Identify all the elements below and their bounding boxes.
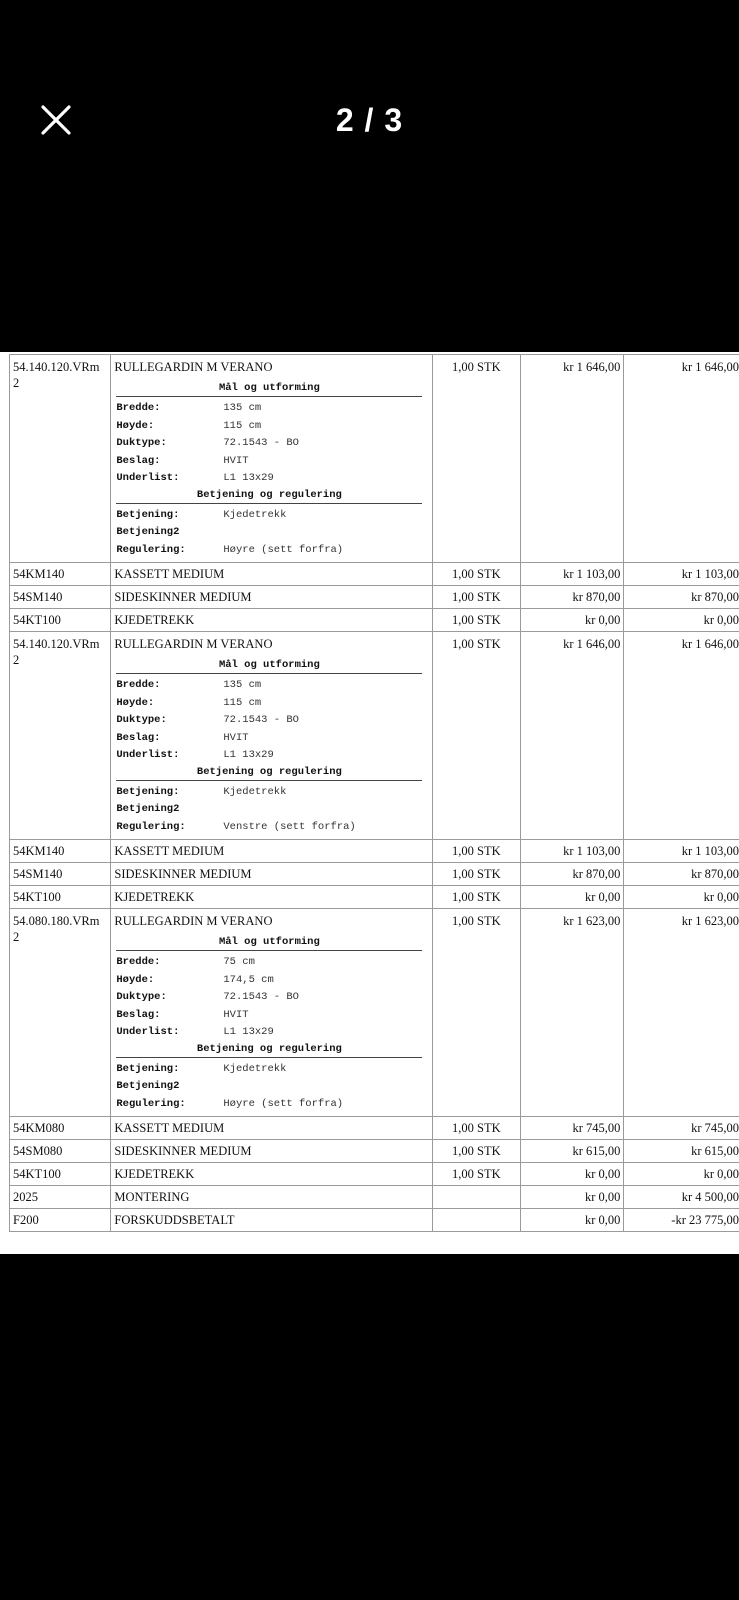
spec-beslag xyxy=(116,1007,428,1025)
spec-value: Høyre (sett forfra) xyxy=(223,543,344,556)
item-description: SIDESKINNER MEDIUM xyxy=(114,590,252,604)
item-total: kr 745,00 xyxy=(624,1117,739,1140)
item-description-cell xyxy=(111,586,432,609)
item-total: kr 4 500,00 xyxy=(624,1186,739,1209)
spec-label: Beslag: xyxy=(116,731,161,744)
item-description-cell xyxy=(111,840,432,863)
table-row xyxy=(10,609,739,632)
spec-betjening2 xyxy=(116,524,428,542)
spec-label: Regulering: xyxy=(116,1097,186,1110)
spec-value: Høyre (sett forfra) xyxy=(223,1097,344,1110)
spec-header-dimensions: Mål og utforming xyxy=(116,658,422,674)
spec-beslag xyxy=(116,453,428,471)
spec-header-dimensions: Mål og utforming xyxy=(116,381,422,397)
item-quantity: 1,00 STK xyxy=(432,609,520,632)
item-unit-price: kr 1 646,00 xyxy=(520,355,623,563)
item-description-cell xyxy=(111,1186,432,1209)
item-description: RULLEGARDIN M VERANO xyxy=(114,914,273,928)
table-row xyxy=(10,1140,739,1163)
item-quantity: 1,00 STK xyxy=(432,563,520,586)
item-quantity: 1,00 STK xyxy=(432,1140,520,1163)
table-row xyxy=(10,1117,739,1140)
spec-header-operation: Betjening og regulering xyxy=(116,765,422,781)
spec-underlist xyxy=(116,747,428,765)
item-unit-price: kr 1 623,00 xyxy=(520,909,623,1117)
item-description-cell xyxy=(111,1163,432,1186)
spec-header-operation: Betjening og regulering xyxy=(116,1042,422,1058)
spec-label: Betjening2 xyxy=(116,1080,180,1092)
table-row xyxy=(10,355,739,563)
item-unit-price: kr 1 103,00 xyxy=(520,563,623,586)
item-unit-price: kr 0,00 xyxy=(520,1163,623,1186)
item-code: 54.140.120.VRm 2 xyxy=(10,632,111,840)
spec-duktype xyxy=(116,435,428,453)
item-quantity: 1,00 STK xyxy=(432,1163,520,1186)
item-description: MONTERING xyxy=(114,1190,190,1204)
table-row xyxy=(10,840,739,863)
item-spec xyxy=(116,381,428,559)
table-row xyxy=(10,1209,739,1232)
item-description-cell xyxy=(111,863,432,886)
spec-label: Betjening: xyxy=(116,785,180,798)
item-description-cell xyxy=(111,632,432,840)
item-description: KASSETT MEDIUM xyxy=(114,1121,225,1135)
spec-duktype xyxy=(116,712,428,730)
item-code: 54KM080 xyxy=(10,1117,111,1140)
spec-label: Høyde: xyxy=(116,973,155,986)
item-unit-price: kr 0,00 xyxy=(520,609,623,632)
spec-label: Duktype: xyxy=(116,991,167,1003)
spec-label: Betjening: xyxy=(116,508,180,521)
item-code: 54KM140 xyxy=(10,563,111,586)
spec-value: 115 cm xyxy=(223,696,262,709)
spec-bredde xyxy=(116,677,428,695)
item-quantity: 1,00 STK xyxy=(432,586,520,609)
spec-label: Betjening: xyxy=(116,1062,180,1075)
spec-label: Beslag: xyxy=(116,454,161,467)
spec-beslag xyxy=(116,730,428,748)
spec-label: Bredde: xyxy=(116,679,161,691)
item-code: 54SM140 xyxy=(10,863,111,886)
item-description: RULLEGARDIN M VERANO xyxy=(114,637,273,651)
spec-value: 75 cm xyxy=(223,956,255,968)
table-row xyxy=(10,863,739,886)
spec-betjening2 xyxy=(116,1078,428,1096)
spec-value: Kjedetrekk xyxy=(223,508,287,521)
item-total: kr 0,00 xyxy=(624,609,739,632)
spec-label: Høyde: xyxy=(116,696,155,709)
item-code: 54KT100 xyxy=(10,1163,111,1186)
item-description-cell xyxy=(111,886,432,909)
item-description-cell xyxy=(111,1117,432,1140)
spec-value: L1 13x29 xyxy=(223,1026,274,1038)
spec-regulering xyxy=(116,819,428,837)
item-total: kr 870,00 xyxy=(624,586,739,609)
spec-label: Duktype: xyxy=(116,714,167,726)
item-unit-price: kr 1 646,00 xyxy=(520,632,623,840)
spec-header-dimensions: Mål og utforming xyxy=(116,935,422,951)
table-row xyxy=(10,1163,739,1186)
table-row xyxy=(10,632,739,840)
spec-bredde xyxy=(116,400,428,418)
spec-label: Betjening2 xyxy=(116,803,180,815)
item-total: kr 0,00 xyxy=(624,886,739,909)
item-code: 54.080.180.VRm 2 xyxy=(10,909,111,1117)
item-total: kr 615,00 xyxy=(624,1140,739,1163)
spec-betjening xyxy=(116,1061,428,1079)
spec-label: Underlist: xyxy=(116,1026,180,1038)
item-unit-price: kr 0,00 xyxy=(520,1186,623,1209)
item-description-cell xyxy=(111,563,432,586)
item-unit-price: kr 870,00 xyxy=(520,863,623,886)
invoice-document[interactable] xyxy=(0,352,739,1254)
item-description: KJEDETREKK xyxy=(114,613,195,627)
item-description: KASSETT MEDIUM xyxy=(114,844,225,858)
spec-bredde xyxy=(116,954,428,972)
item-unit-price: kr 745,00 xyxy=(520,1117,623,1140)
item-total: kr 1 646,00 xyxy=(624,355,739,563)
item-code: 54.140.120.VRm 2 xyxy=(10,355,111,563)
spec-label: Bredde: xyxy=(116,402,161,414)
spec-value: Venstre (sett forfra) xyxy=(223,820,356,833)
spec-label: Regulering: xyxy=(116,820,186,833)
spec-label: Duktype: xyxy=(116,437,167,449)
spec-regulering xyxy=(116,542,428,560)
spec-label: Underlist: xyxy=(116,472,180,484)
spec-value: Kjedetrekk xyxy=(223,1062,287,1075)
item-unit-price: kr 870,00 xyxy=(520,586,623,609)
spec-value: 72.1543 - BO xyxy=(223,714,299,726)
item-total: kr 0,00 xyxy=(624,1163,739,1186)
spec-label: Betjening2 xyxy=(116,526,180,538)
page-counter: 2 / 3 xyxy=(335,102,404,138)
item-total: kr 1 623,00 xyxy=(624,909,739,1117)
spec-value: HVIT xyxy=(223,454,249,467)
table-row xyxy=(10,563,739,586)
item-description: RULLEGARDIN M VERANO xyxy=(114,360,273,374)
table-row xyxy=(10,1186,739,1209)
item-description-cell xyxy=(111,609,432,632)
item-code: 54KT100 xyxy=(10,609,111,632)
spec-underlist xyxy=(116,470,428,488)
spec-duktype xyxy=(116,989,428,1007)
spec-label: Høyde: xyxy=(116,419,155,432)
spec-value: 115 cm xyxy=(223,419,262,432)
spec-hoyde xyxy=(116,695,428,713)
item-quantity: 1,00 STK xyxy=(432,1117,520,1140)
table-row xyxy=(10,909,739,1117)
item-unit-price: kr 1 103,00 xyxy=(520,840,623,863)
item-description-cell xyxy=(111,1209,432,1232)
item-quantity: 1,00 STK xyxy=(432,886,520,909)
spec-value: 72.1543 - BO xyxy=(223,437,299,449)
spec-label: Regulering: xyxy=(116,543,186,556)
spec-value: 135 cm xyxy=(223,402,262,414)
item-description: KJEDETREKK xyxy=(114,1167,195,1181)
spec-value: 72.1543 - BO xyxy=(223,991,299,1003)
spec-value: Kjedetrekk xyxy=(223,785,287,798)
table-row xyxy=(10,886,739,909)
item-quantity: 1,00 STK xyxy=(432,355,520,563)
spec-underlist xyxy=(116,1024,428,1042)
item-total: kr 1 103,00 xyxy=(624,840,739,863)
spec-hoyde xyxy=(116,418,428,436)
spec-header-operation: Betjening og regulering xyxy=(116,488,422,504)
item-total: kr 1 103,00 xyxy=(624,563,739,586)
item-code: F200 xyxy=(10,1209,111,1232)
spec-hoyde xyxy=(116,972,428,990)
item-total: -kr 23 775,00 xyxy=(624,1209,739,1232)
spec-label: Bredde: xyxy=(116,956,161,968)
item-total: kr 870,00 xyxy=(624,863,739,886)
item-unit-price: kr 0,00 xyxy=(520,1209,623,1232)
item-code: 54SM140 xyxy=(10,586,111,609)
spec-label: Beslag: xyxy=(116,1008,161,1021)
item-code: 2025 xyxy=(10,1186,111,1209)
item-description: FORSKUDDSBETALT xyxy=(114,1213,235,1227)
item-quantity: 1,00 STK xyxy=(432,909,520,1117)
item-quantity: 1,00 STK xyxy=(432,840,520,863)
item-quantity: 1,00 STK xyxy=(432,632,520,840)
spec-betjening xyxy=(116,507,428,525)
item-description: KASSETT MEDIUM xyxy=(114,567,225,581)
item-description: SIDESKINNER MEDIUM xyxy=(114,1144,252,1158)
item-quantity xyxy=(432,1209,520,1232)
item-unit-price: kr 615,00 xyxy=(520,1140,623,1163)
spec-value: HVIT xyxy=(223,1008,249,1021)
item-code: 54SM080 xyxy=(10,1140,111,1163)
spec-regulering xyxy=(116,1096,428,1114)
item-quantity xyxy=(432,1186,520,1209)
item-description-cell xyxy=(111,1140,432,1163)
table-row xyxy=(10,586,739,609)
item-code: 54KT100 xyxy=(10,886,111,909)
item-spec xyxy=(116,658,428,836)
spec-value: L1 13x29 xyxy=(223,472,274,484)
item-quantity: 1,00 STK xyxy=(432,863,520,886)
item-spec xyxy=(116,935,428,1113)
spec-value: 174,5 cm xyxy=(223,973,274,986)
item-total: kr 1 646,00 xyxy=(624,632,739,840)
invoice-table xyxy=(9,354,739,1232)
spec-betjening xyxy=(116,784,428,802)
spec-betjening2 xyxy=(116,801,428,819)
item-description: KJEDETREKK xyxy=(114,890,195,904)
item-description-cell xyxy=(111,355,432,563)
item-unit-price: kr 0,00 xyxy=(520,886,623,909)
item-code: 54KM140 xyxy=(10,840,111,863)
spec-value: HVIT xyxy=(223,731,249,744)
item-description-cell xyxy=(111,909,432,1117)
spec-value: 135 cm xyxy=(223,679,262,691)
spec-value: L1 13x29 xyxy=(223,749,274,761)
item-description: SIDESKINNER MEDIUM xyxy=(114,867,252,881)
spec-label: Underlist: xyxy=(116,749,180,761)
